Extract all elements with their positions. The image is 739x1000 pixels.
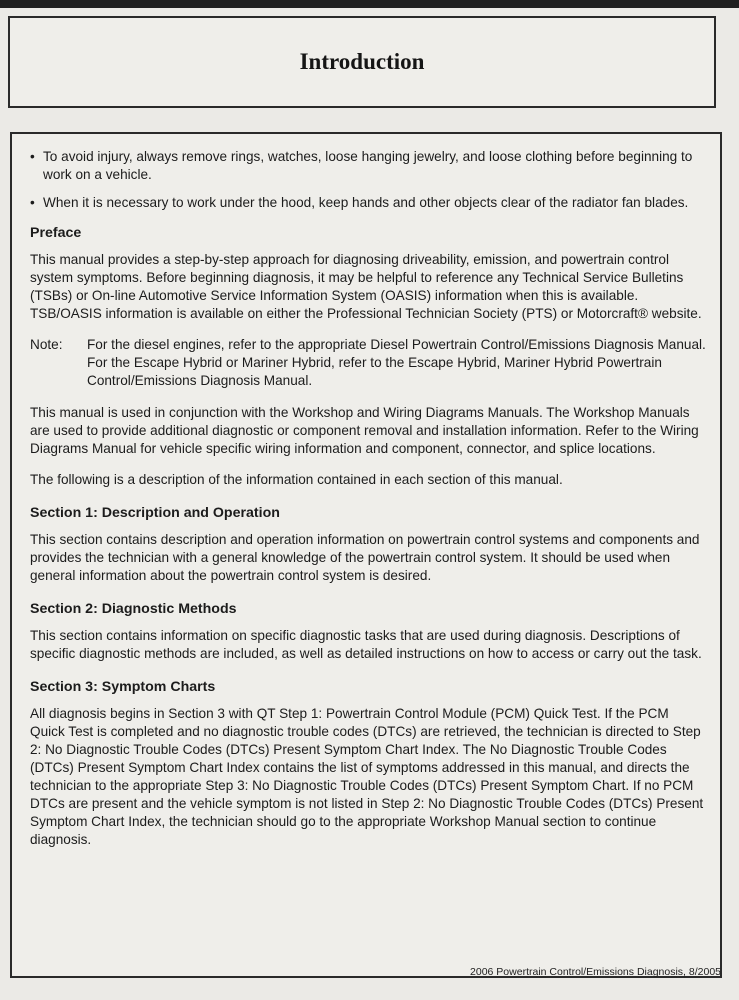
note-block xyxy=(30,336,706,390)
section-2-text: This section contains information on specific diagnostic tasks that are used during diagnosis. Descriptions of specific diagnostic methods are included, as well as detailed instructions on how to access or carry out the task. xyxy=(30,628,702,661)
section-3-text: All diagnosis begins in Section 3 with QT Step 1: Powertrain Control Module (PCM) Quick Test. If the PCM Quick Test is completed and no diagnostic trouble codes (DTCs) are retrieved, the technician is directed to Step 2: No Diagnostic Trouble Codes (DTCs) Present Symptom Chart Index. The No Diagnostic Trouble Codes (DTCs) Present Symptom Chart Index contains the list of symptoms addressed in this manual, and directs the technician to the appropriate Step 3: No Diagnostic Trouble Codes (DTCs) Present Symptom Chart. If no PCM DTCs are present and the vehicle symptom is not listed in Step 2: No Diagnostic Trouble Codes (DTCs) Present Symptom Chart Index, the technician should go to the appropriate Workshop Manual section to continue diagnosis. xyxy=(30,706,704,847)
preface-heading: Preface xyxy=(30,225,82,241)
bullet-item xyxy=(30,148,706,184)
bullet-text: When it is necessary to work under the hood, keep hands and other objects clear of the radiator fan blades. xyxy=(43,195,689,210)
title-box xyxy=(8,16,716,108)
bullet-icon: • xyxy=(30,195,35,210)
content-body xyxy=(30,148,706,862)
section-2-heading: Section 2: Diagnostic Methods xyxy=(30,601,237,617)
preface-paragraph: This manual provides a step-by-step approach for diagnosing driveability, emission, and powertrain control system symptoms. Before beginning diagnosis, it may be helpful to reference any Technical Service Bulletins (TSBs) or On-line Automotive Service Information System (OASIS) information when this is available. TSB/OASIS information is available on either the Professional Technician Society (PTS) or Motorcraft® website. xyxy=(30,252,702,321)
note-label: Note: xyxy=(30,337,63,352)
note-text: For the diesel engines, refer to the appropriate Diesel Powertrain Control/Emissions Diagnosis Manual. For the Escape Hybrid or Mariner Hybrid, refer to the Escape Hybrid, Mariner Hybrid Powertrain Control/Emissions Diagnosis Manual. xyxy=(87,337,706,388)
page-title: Introduction xyxy=(299,49,425,74)
bullet-icon: • xyxy=(30,149,35,164)
page-footer: 2006 Powertrain Control/Emissions Diagnosis, 8/2005 xyxy=(470,966,721,978)
section-3-heading: Section 3: Symptom Charts xyxy=(30,679,216,695)
sections-intro-paragraph: The following is a description of the information contained in each section of this manual. xyxy=(30,472,563,487)
bullet-item xyxy=(30,194,706,212)
section-1-heading: Section 1: Description and Operation xyxy=(30,505,280,521)
content-box xyxy=(10,132,722,978)
manuals-paragraph: This manual is used in conjunction with the Workshop and Wiring Diagrams Manuals. The Workshop Manuals are used to provide additional diagnostic or component removal and installation information. Refer to the Wiring Diagrams Manual for vehicle specific wiring information and component, connector, and splice locations. xyxy=(30,405,699,456)
safety-bullets xyxy=(30,148,706,212)
bullet-text: To avoid injury, always remove rings, watches, loose hanging jewelry, and loose clothing before beginning to work on a vehicle. xyxy=(43,149,693,182)
section-1-text: This section contains description and operation information on powertrain control systems and components and provides the technician with a general knowledge of the powertrain control system. It should be used when general information about the powertrain control system is desired. xyxy=(30,532,700,583)
top-rule xyxy=(0,0,739,8)
